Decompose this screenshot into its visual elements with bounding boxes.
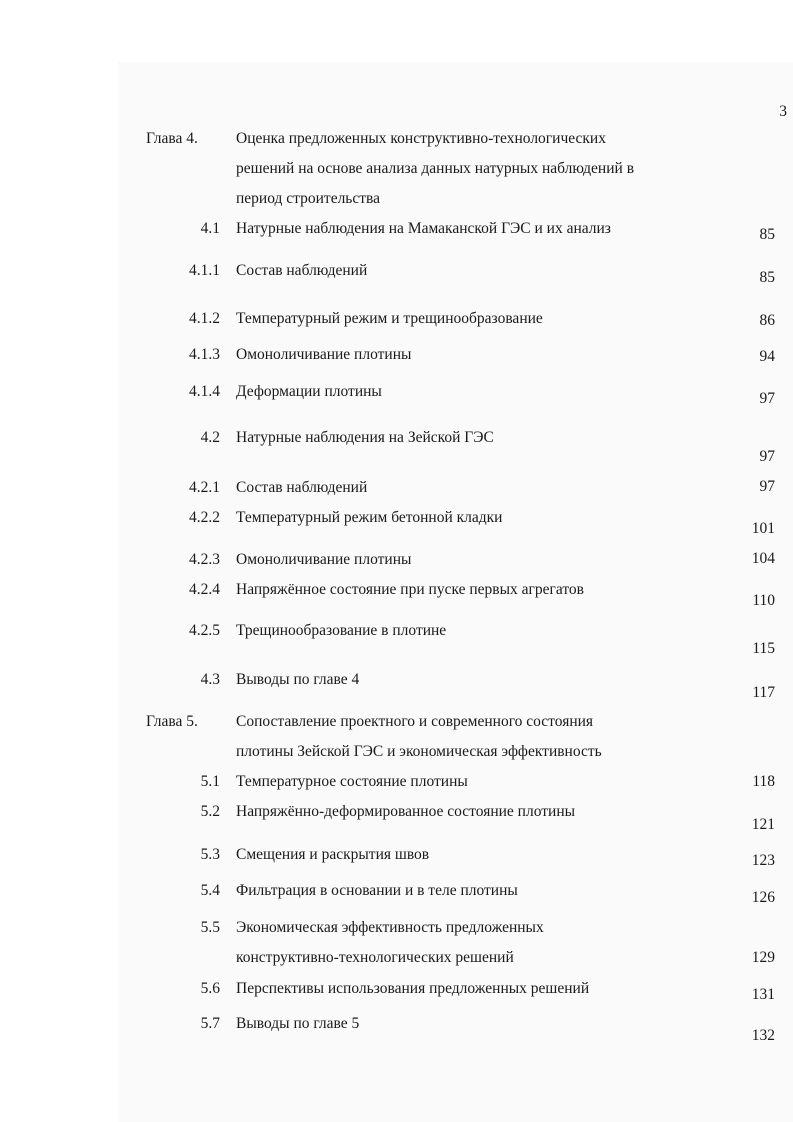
toc-entry-page: 97 (759, 478, 775, 495)
toc-entry-title: Температурный режим и трещинообразование (236, 310, 543, 327)
toc-entry-title: Напряжённое состояние при пуске первых агрегатов (236, 581, 584, 598)
toc-entry-number: 4.2.3 (189, 551, 220, 568)
toc-entry-page: 104 (751, 550, 775, 567)
toc-entry-title: Напряжённо-деформированное состояние плотины (236, 803, 576, 820)
toc-entry-number: 5.4 (200, 882, 220, 899)
toc-entry-number: 4.2 (200, 429, 220, 446)
toc-entry-title: Выводы по главе 4 (236, 671, 360, 688)
chapter-5-title-line: Сопоставление проектного и современного состояния (236, 713, 594, 730)
toc-entry-page: 126 (751, 889, 775, 906)
toc-entry-page: 101 (751, 520, 775, 537)
toc-entry-title: Состав наблюдений (236, 479, 368, 496)
toc-entry-page: 132 (751, 1027, 775, 1044)
chapter-4-title-line: Оценка предложенных конструктивно-технологических (236, 130, 606, 147)
toc-entry-title: Натурные наблюдения на Зейской ГЭС (236, 429, 494, 446)
toc-entry-number: 4.2.1 (189, 479, 220, 496)
toc-entry-number: 5.3 (200, 846, 220, 863)
toc-entry-title: Выводы по главе 5 (236, 1015, 360, 1032)
toc-entry-page: 94 (759, 348, 775, 365)
toc-entry-number: 4.3 (200, 671, 220, 688)
toc-entry-page: 117 (752, 684, 775, 701)
toc-entry-title: Фильтрация в основании и в теле плотины (236, 882, 518, 899)
toc-entry-title: Деформации плотины (236, 383, 382, 400)
toc-entry-page: 85 (759, 226, 775, 243)
chapter-5-title-line: плотины Зейской ГЭС и экономическая эффективность (236, 743, 602, 760)
toc-entry-number: 4.1.4 (189, 383, 220, 400)
toc-entry-page: 129 (751, 949, 775, 966)
toc-entry-number: 4.2.5 (189, 622, 220, 639)
toc-entry-title: Омоноличивание плотины (236, 551, 412, 568)
toc-entry-title: Температурный режим бетонной кладки (236, 509, 503, 526)
toc-entry-page: 115 (752, 640, 775, 657)
toc-entry-number: 5.1 (200, 773, 220, 790)
toc-entry-page: 85 (759, 269, 775, 286)
toc-entry-number: 4.1 (200, 220, 220, 237)
toc-entry-number: 5.7 (200, 1015, 220, 1032)
page-number: 3 (779, 103, 787, 120)
toc-entry-title: Смещения и раскрытия швов (236, 846, 430, 863)
toc-entry-page: 131 (751, 986, 775, 1003)
toc-entry-title: Перспективы использования предложенных решений (236, 980, 590, 997)
chapter-4-title-line: период строительства (236, 190, 381, 207)
chapter-4-title-line: решений на основе анализа данных натурных наблюдений в (236, 160, 635, 177)
toc-entry-title: Натурные наблюдения на Мамаканской ГЭС и их анализ (236, 220, 611, 237)
toc-entry-title: Экономическая эффективность предложенных (236, 919, 544, 936)
toc-entry-title-continued: конструктивно-технологических решений (236, 949, 514, 966)
toc-entry-title: Трещинообразование в плотине (236, 622, 447, 639)
toc-entry-page: 110 (752, 592, 775, 609)
toc-entry-page: 118 (752, 773, 775, 790)
toc-entry-page: 123 (751, 852, 775, 869)
toc-entry-title: Состав наблюдений (236, 262, 368, 279)
toc-entry-title: Омоноличивание плотины (236, 346, 412, 363)
toc-entry-number: 4.1.3 (189, 346, 220, 363)
toc-entry-number: 4.2.4 (189, 581, 220, 598)
toc-entry-number: 5.2 (200, 803, 220, 820)
toc-entry-number: 4.2.2 (189, 509, 220, 526)
toc-entry-title: Температурное состояние плотины (236, 773, 468, 790)
toc-entry-number: 5.5 (200, 919, 220, 936)
toc-entry-page: 121 (751, 816, 775, 833)
toc-entry-number: 4.1.1 (189, 262, 220, 279)
toc-entry-page: 97 (759, 448, 775, 465)
toc-entry-number: 4.1.2 (189, 310, 220, 327)
chapter-5-label: Глава 5. (146, 713, 198, 730)
chapter-4-label: Глава 4. (146, 130, 198, 147)
toc-entry-page: 97 (759, 390, 775, 407)
toc-entry-number: 5.6 (200, 980, 220, 997)
toc-entry-page: 86 (759, 312, 775, 329)
